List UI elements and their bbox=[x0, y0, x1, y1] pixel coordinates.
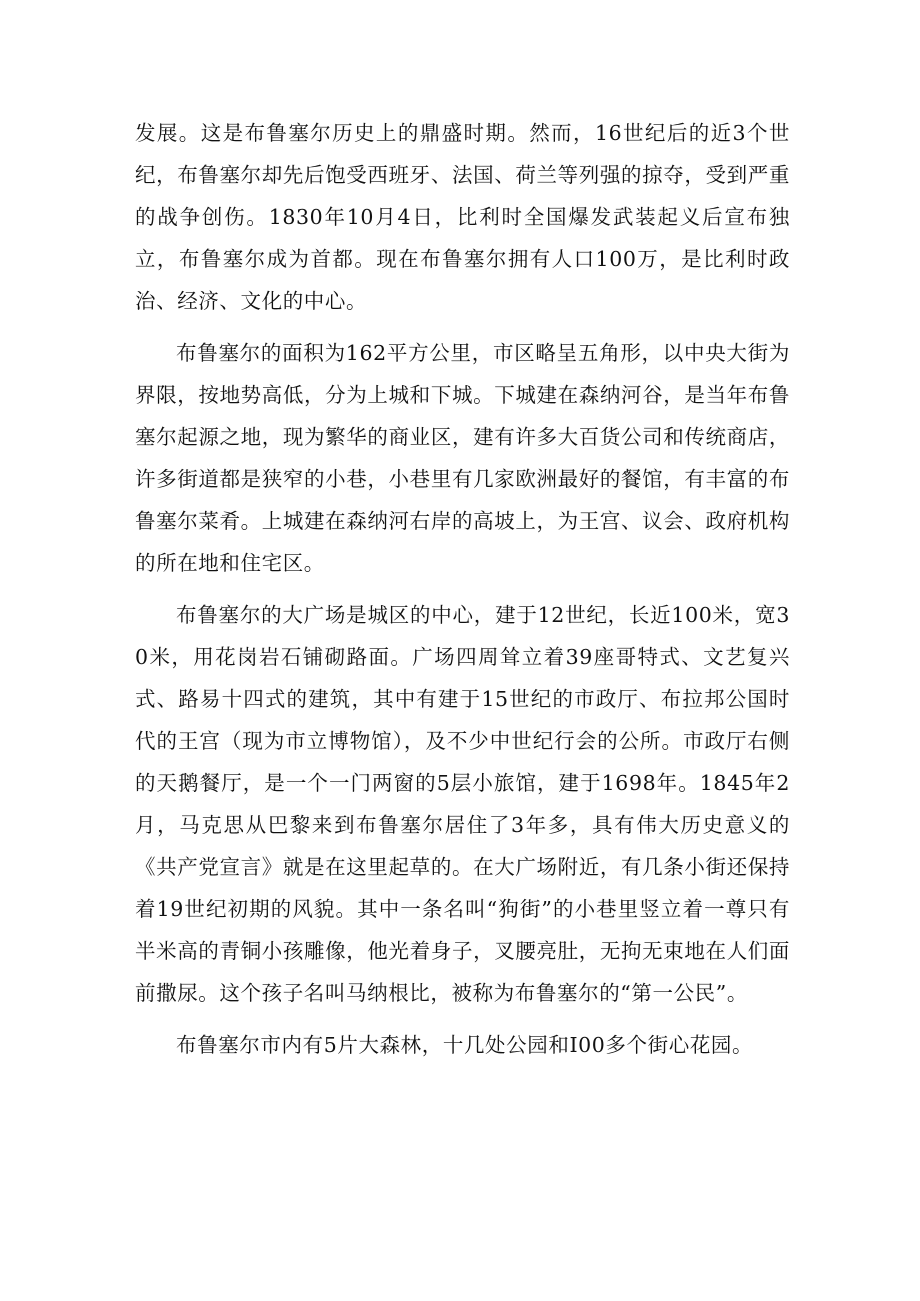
paragraph-history-continued: 发展。这是布鲁塞尔历史上的鼎盛时期。然而，16世纪后的近3个世纪，布鲁塞尔却先后饱受西班牙、法国、荷兰等列强的掠夺，受到严重的战争创伤。1830年10月4日，比利时全国爆发武装起义后宣布独立，布鲁塞尔成为首都。现在布鲁塞尔拥有人口100万，是比利时政治、经济、文化的中心。 bbox=[135, 121, 790, 313]
document-body bbox=[135, 112, 790, 1076]
paragraph-grand-place: 布鲁塞尔的大广场是城区的中心，建于12世纪，长近100米，宽30米，用花岗岩石铺砌路面。广场四周耸立着39座哥特式、文艺复兴式、路易十四式的建筑，其中有建于15世纪的市政厅、布拉邦公国时代的王宫（现为市立博物馆），及不少中世纪行会的公所。市政厅右侧的天鹅餐厅，是一个一门两窗的5层小旅馆，建于1698年。1845年2月，马克思从巴黎来到布鲁塞尔居住了3年多，具有伟大历史意义的《共产党宣言》就是在这里起草的。在大广场附近，有几条小街还保持着19世纪初期的风貌。其中一条名叫“狗街”的小巷里竖立着一尊只有半米高的青铜小孩雕像，他光着身子，叉腰亮肚，无拘无束地在人们面前撒尿。这个孩子名叫马纳根比，被称为布鲁塞尔的“第一公民”。 bbox=[135, 603, 790, 1005]
paragraph-forests-and-parks: 布鲁塞尔市内有5片大森林，十几处公园和I00多个街心花园。 bbox=[176, 1033, 754, 1057]
paragraph-area-and-districts: 布鲁塞尔的面积为162平方公里，市区略呈五角形，以中央大街为界限，按地势高低，分为上城和下城。下城建在森纳河谷，是当年布鲁塞尔起源之地，现为繁华的商业区，建有许多大百货公司和传统商店，许多街道都是狭窄的小巷，小巷里有几家欧洲最好的餐馆，有丰富的布鲁塞尔菜肴。上城建在森纳河右岸的高坡上，为王宫、议会、政府机构的所在地和住宅区。 bbox=[135, 341, 790, 575]
